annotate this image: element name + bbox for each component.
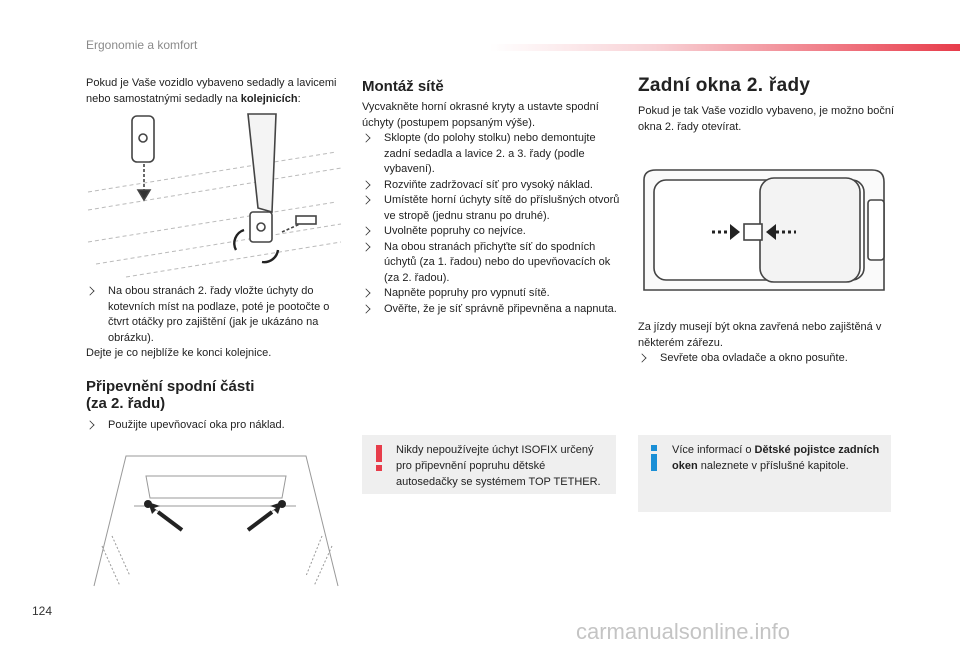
chevron-bullet-icon	[361, 288, 370, 297]
cargo-floor-illustration	[86, 436, 344, 596]
child-lock-info-box	[638, 435, 891, 512]
net-step-text: Napněte popruhy pro vypnutí sítě.	[384, 287, 550, 299]
info-suffix: naleznete v příslušné kapitole.	[697, 460, 849, 472]
net-step	[362, 131, 622, 178]
chevron-bullet-icon	[85, 286, 94, 295]
intro-text: Pokud je Vaše vozidlo vybaveno sedadly a lavicemi nebo samostatnými sedadly na	[86, 77, 337, 105]
child-lock-link-text: Dětské pojistce zadních oken	[672, 444, 880, 472]
rail-anchor-illustration	[86, 112, 344, 282]
sliding-window-illustration	[636, 160, 892, 312]
net-step	[362, 193, 622, 224]
cargo-rings-text: Použijte upevňovací oka pro náklad.	[108, 419, 285, 431]
chevron-bullet-icon	[637, 353, 646, 362]
net-step	[362, 224, 622, 240]
net-step	[362, 240, 622, 287]
net-step	[362, 302, 622, 318]
chevron-bullet-icon	[85, 420, 94, 429]
rail-seats-intro	[86, 76, 346, 107]
warning-text: Nikdy nepoužívejte úchyt ISOFIX určený pro připevnění popruhu dětské autosedačky se systémem TOP TETHER.	[396, 444, 601, 488]
net-step	[362, 286, 622, 302]
lower-fastening-heading	[86, 378, 346, 412]
driving-note: Za jízdy musejí být okna zavřená nebo zajištěná v některém zářezu.	[638, 321, 882, 349]
net-step	[362, 178, 622, 194]
header-accent-bar	[490, 44, 960, 51]
chevron-bullet-icon	[361, 304, 370, 313]
intro-suffix: :	[297, 92, 301, 105]
net-mounting-title: Montáž sítě	[362, 78, 444, 95]
chevron-bullet-icon	[361, 242, 370, 251]
net-step-text: Ověřte, že je síť správně připevněna a napnuta.	[384, 302, 617, 315]
net-step-text: Sklopte (do polohy stolku) nebo demontujte zadní sedadla a lavice 2. a 3. řady (podle vybavení).	[384, 132, 596, 175]
heading-line-2: (za 2. řadu)	[86, 395, 166, 412]
chevron-bullet-icon	[361, 133, 370, 142]
isofix-warning-box	[362, 435, 616, 494]
exclamation-icon	[374, 445, 384, 471]
rail-note: Dejte je co nejblíže ke konci kolejnice.	[86, 347, 272, 359]
net-step-text: Rozviňte zadržovací síť pro vysoký náklad.	[384, 178, 593, 191]
info-prefix: Více informací o	[672, 444, 755, 456]
rear-windows-title: Zadní okna 2. řady	[638, 75, 811, 96]
intro-bold: kolejnicích	[240, 92, 298, 105]
slide-window-text: Sevřete oba ovladače a okno posuňte.	[660, 352, 848, 364]
slide-window-bullet	[638, 351, 898, 367]
net-step-text: Na obou stranách přichyťte síť do spodních úchytů (za 1. řadou) nebo do upevňovacích ok (za 2. řadou).	[384, 240, 611, 284]
info-text	[672, 442, 883, 474]
net-step-text: Uvolněte popruhy co nejvíce.	[384, 225, 526, 237]
rail-bullet	[86, 284, 346, 346]
page-header-title: Ergonomie a komfort	[86, 38, 198, 52]
net-intro: Vycvakněte horní okrasné kryty a ustavte spodní úchyty (postupem popsaným výše).	[362, 101, 599, 129]
rear-windows-intro: Pokud je tak Vaše vozidlo vybaveno, je možno boční okna 2. řady otevírat.	[638, 105, 895, 133]
chevron-bullet-icon	[361, 226, 370, 235]
heading-line-1: Připevnění spodní části	[86, 378, 255, 395]
chevron-bullet-icon	[361, 180, 370, 189]
info-icon	[649, 445, 659, 471]
chevron-bullet-icon	[361, 195, 370, 204]
watermark-text: carmanualsonline.info	[576, 619, 791, 644]
page-number: 124	[32, 604, 53, 618]
rail-bullet-text: Na obou stranách 2. řady vložte úchyty do kotevních míst na podlaze, poté je pootočte o čtvrt otáčky pro zajištění (jak je ukázáno na obrázku).	[108, 285, 330, 344]
cargo-rings-bullet	[86, 418, 346, 434]
net-step-text: Umístěte horní úchyty sítě do příslušných otvorů ve stropě (jednu stranu po druhé).	[384, 194, 620, 222]
